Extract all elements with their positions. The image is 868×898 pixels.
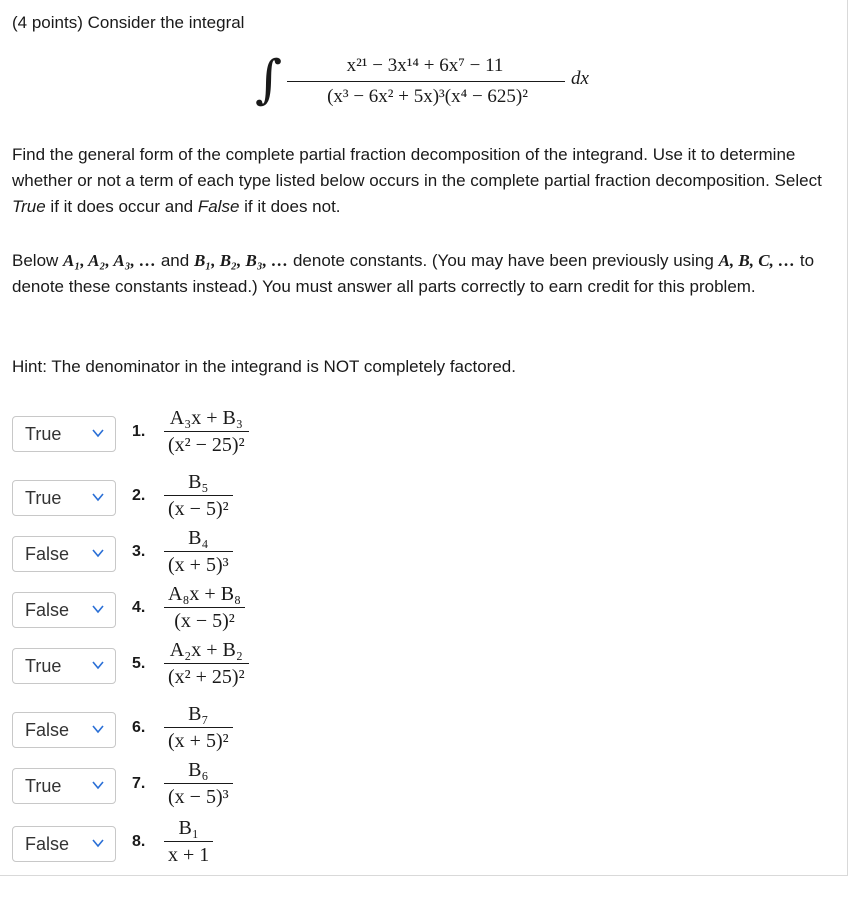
- constants-a-math: A₁, A₂, A₃, …: [63, 251, 157, 270]
- fraction-bar: [164, 495, 233, 496]
- instructions-text: Find the general form of the complete partial fraction decomposition of the integrand. Use it to determine whether or not a term of each type listed below occurs in the complete partial fraction decomposition. Select: [12, 145, 822, 190]
- hint-text: Hint: The denominator in the integrand is NOT completely factored.: [12, 357, 516, 376]
- fraction-numerator: A₂x + B₂: [169, 639, 243, 661]
- answer-select[interactable]: [12, 480, 116, 516]
- instructions-text: if it does not.: [239, 197, 341, 216]
- constants-text: to denote these constants instead.) You must answer all parts correctly to earn credit for this problem.: [12, 251, 815, 296]
- constants-text: Below: [12, 251, 59, 270]
- fraction-bar: [164, 607, 245, 608]
- item-number: 7.: [132, 775, 146, 792]
- answer-select[interactable]: [12, 536, 116, 572]
- fraction-denominator: x + 1: [168, 844, 210, 866]
- fraction-bar: [164, 783, 233, 784]
- fraction-numerator: A₈x + B₈: [168, 583, 242, 605]
- fraction-bar: [164, 663, 249, 664]
- item-fraction: [164, 638, 249, 689]
- integral-numerator: x²¹ − 3x¹⁴ + 6x⁷ − 11: [346, 55, 504, 76]
- fraction-bar: [164, 431, 249, 432]
- answer-select[interactable]: [12, 416, 116, 452]
- item-number: 3.: [132, 543, 146, 560]
- item-number: 8.: [132, 833, 146, 850]
- fraction-numerator: B₁: [178, 817, 199, 839]
- fraction-numerator: B₇: [188, 703, 209, 725]
- true-word: True: [12, 197, 46, 216]
- select-value: False: [25, 720, 70, 740]
- fraction-bar: [287, 81, 565, 82]
- select-value: True: [25, 776, 62, 796]
- constants-b-math: B₁, B₂, B₃, …: [193, 251, 289, 270]
- problem-intro: (4 points) Consider the integral: [12, 13, 245, 32]
- constants-text: denote constants. (You may have been previously using: [292, 251, 714, 270]
- chevron-down-icon: [91, 836, 105, 850]
- select-value: True: [25, 424, 62, 444]
- item-fraction: [164, 816, 213, 867]
- integral-differential: dx: [571, 68, 589, 89]
- answer-select[interactable]: [12, 826, 116, 862]
- chevron-down-icon: [91, 658, 105, 672]
- select-value: True: [25, 656, 62, 676]
- fraction-denominator: (x − 5)³: [168, 786, 229, 808]
- integral-denominator: (x³ − 6x² + 5x)³(x⁴ − 625)²: [327, 86, 528, 107]
- item-number: 2.: [132, 487, 146, 504]
- item-fraction: [164, 470, 233, 521]
- fraction-bar: [164, 551, 233, 552]
- integral-sign: ∫: [255, 50, 283, 110]
- chevron-down-icon: [91, 602, 105, 616]
- item-fraction: [164, 526, 233, 577]
- instructions-text: if it does occur and: [45, 197, 198, 216]
- fraction-denominator: (x + 5)³: [168, 554, 229, 576]
- fraction-denominator: (x + 5)²: [168, 730, 229, 752]
- fraction-denominator: (x − 5)²: [174, 610, 235, 632]
- select-value: True: [25, 488, 62, 508]
- fraction-denominator: (x² − 25)²: [168, 434, 245, 456]
- item-number: 1.: [132, 423, 146, 440]
- constants-c-math: A, B, C, …: [718, 251, 796, 270]
- fraction-denominator: (x − 5)²: [168, 498, 229, 520]
- select-value: False: [25, 544, 70, 564]
- chevron-down-icon: [91, 722, 105, 736]
- chevron-down-icon: [91, 426, 105, 440]
- answer-select[interactable]: [12, 648, 116, 684]
- fraction-denominator: (x² + 25)²: [168, 666, 245, 688]
- answer-select[interactable]: [12, 592, 116, 628]
- false-word: False: [197, 197, 240, 216]
- item-number: 6.: [132, 719, 146, 736]
- fraction-numerator: B₆: [188, 759, 209, 781]
- item-fraction: [164, 406, 249, 457]
- fraction-numerator: A₃x + B₃: [169, 407, 243, 429]
- constants-paragraph: [12, 248, 842, 300]
- chevron-down-icon: [91, 778, 105, 792]
- item-number: 4.: [132, 599, 146, 616]
- fraction-bar: [164, 841, 213, 842]
- select-value: False: [25, 600, 70, 620]
- answer-select[interactable]: [12, 712, 116, 748]
- select-value: False: [25, 834, 70, 854]
- fraction-bar: [164, 727, 233, 728]
- fraction-numerator: B₅: [188, 471, 209, 493]
- chevron-down-icon: [91, 490, 105, 504]
- item-number: 5.: [132, 655, 146, 672]
- instructions-paragraph: [12, 142, 832, 220]
- item-fraction: [164, 702, 233, 753]
- integral-expression: [255, 50, 615, 130]
- constants-text: and: [160, 251, 190, 270]
- item-fraction: [164, 758, 233, 809]
- chevron-down-icon: [91, 546, 105, 560]
- item-fraction: [164, 582, 245, 633]
- answer-select[interactable]: [12, 768, 116, 804]
- fraction-numerator: B₄: [188, 527, 209, 549]
